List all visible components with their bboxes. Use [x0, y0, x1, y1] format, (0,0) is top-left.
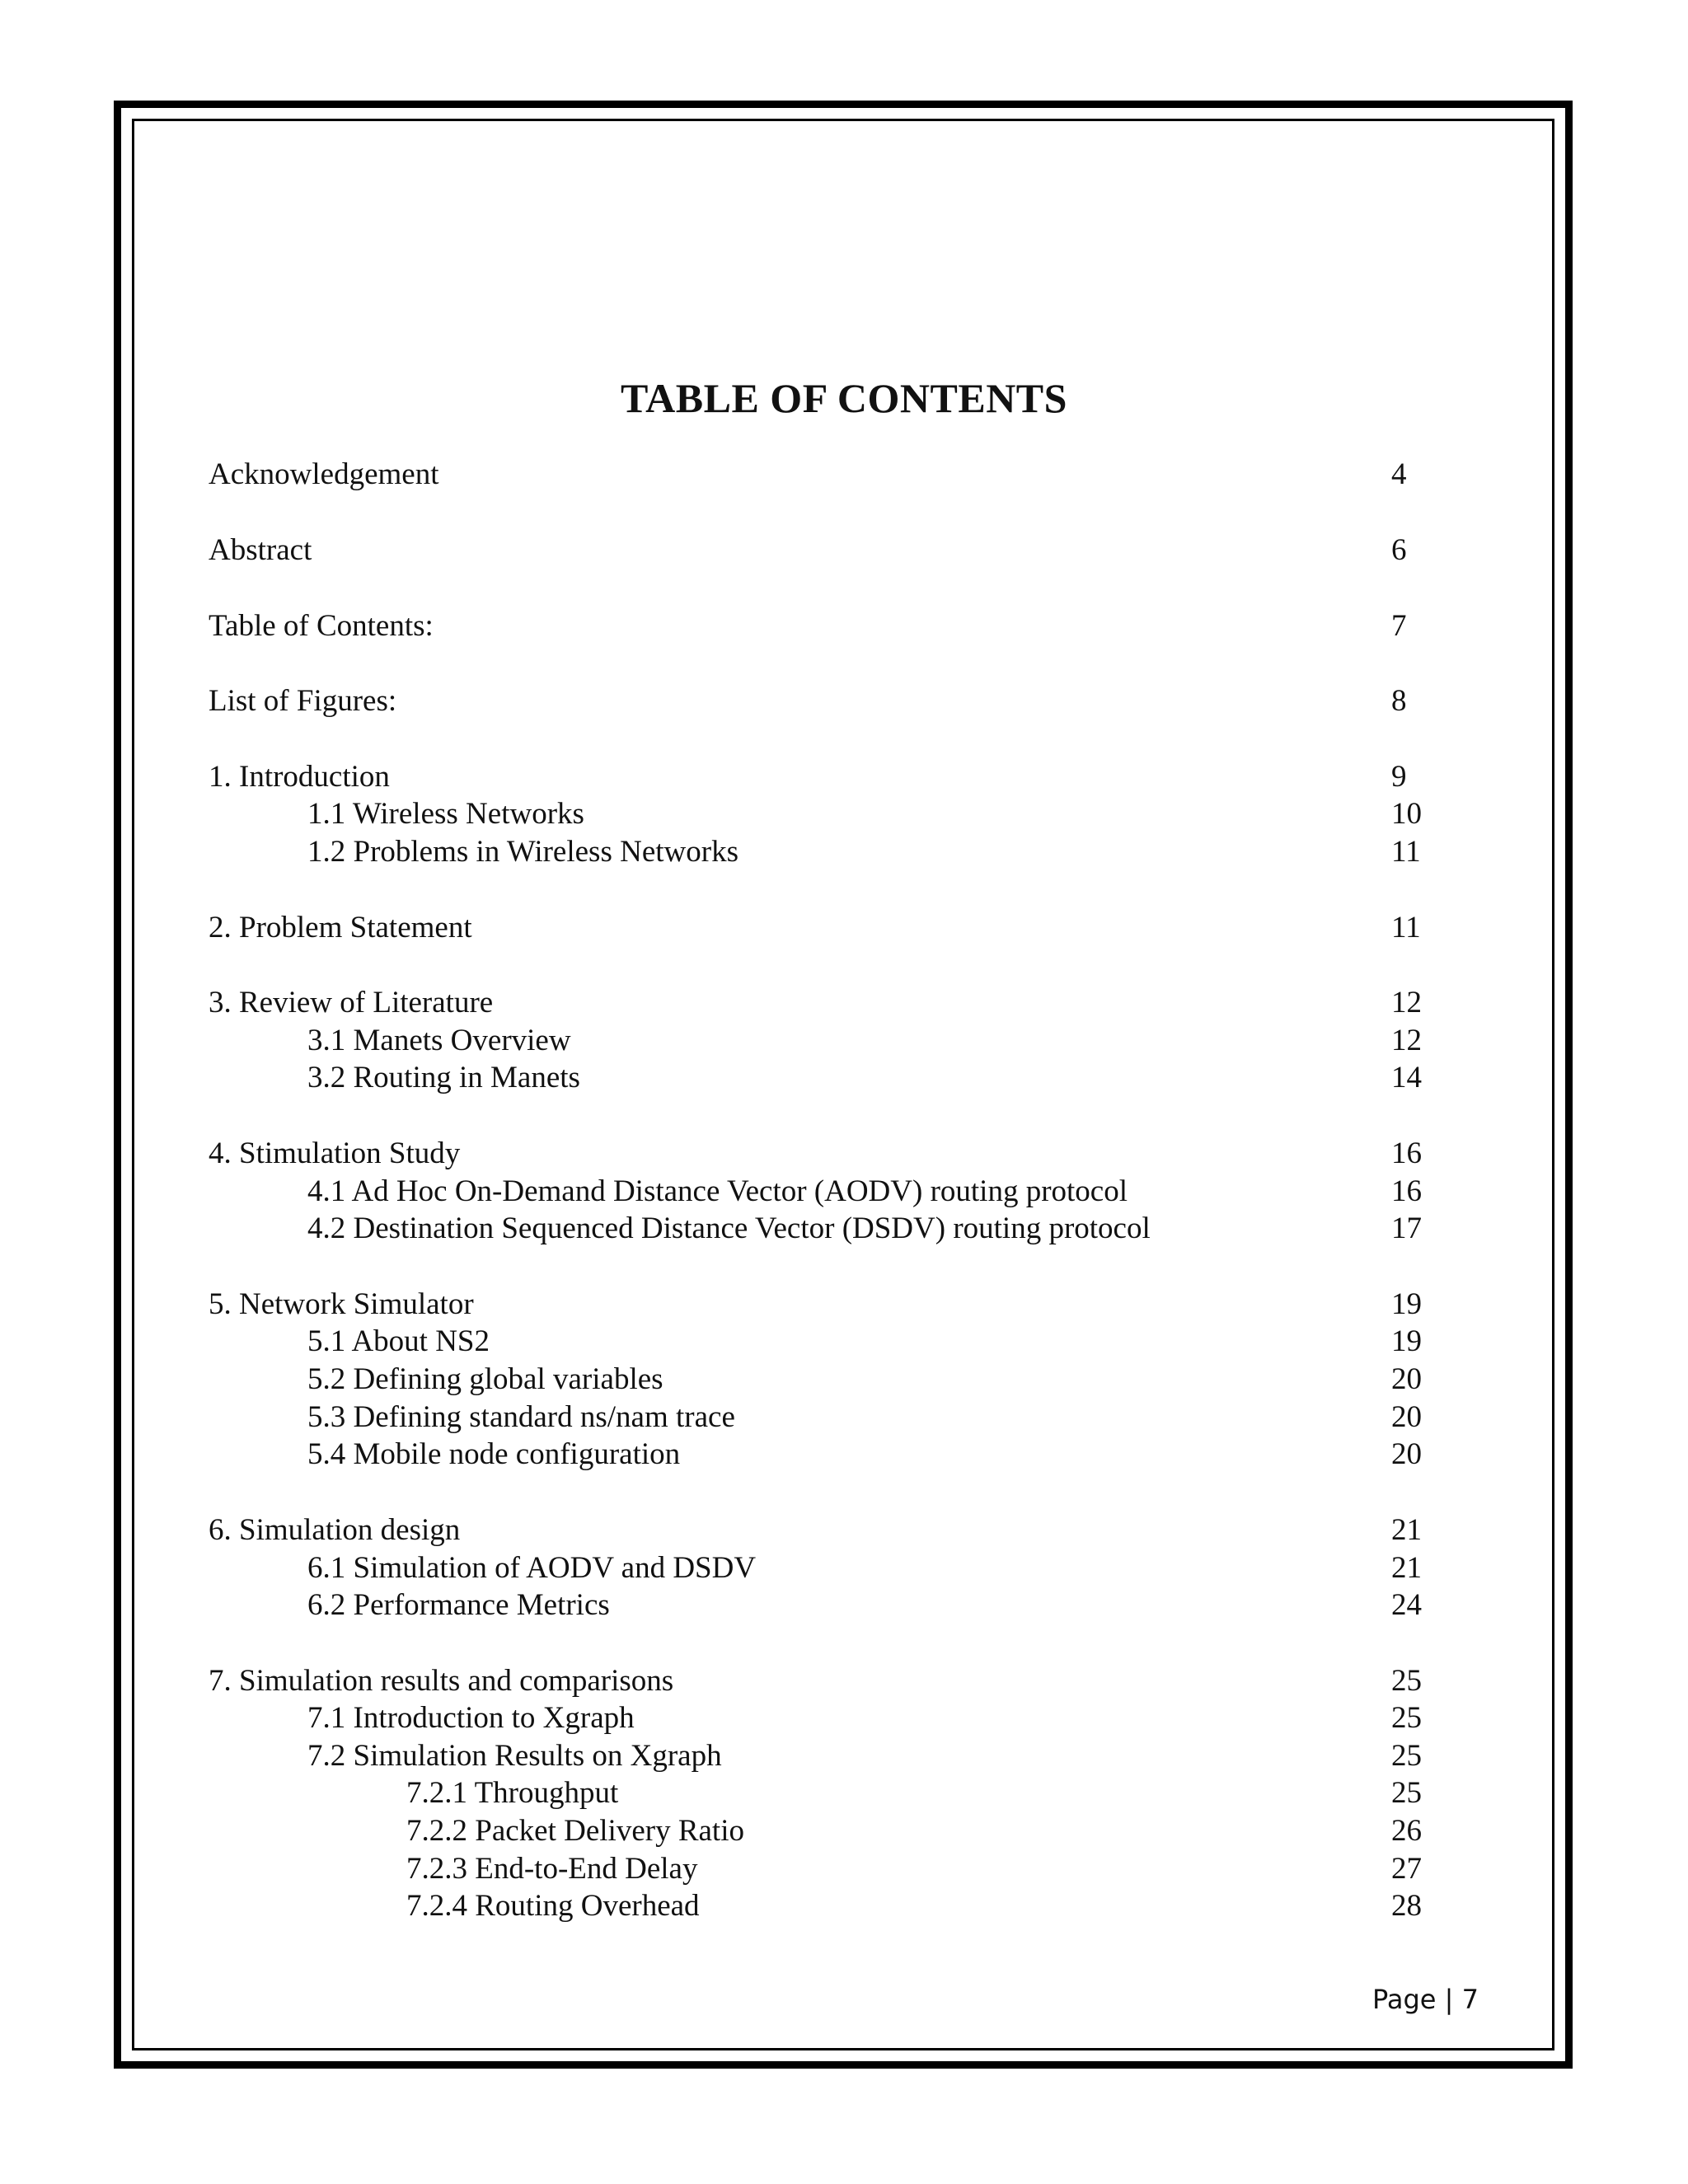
- toc-entry-page: 17: [1391, 1212, 1422, 1245]
- toc-entry-label: Table of Contents:: [209, 609, 434, 643]
- toc-entry-page: 7: [1391, 609, 1407, 643]
- toc-entry-label: 3. Review of Literature: [209, 986, 494, 1019]
- toc-entry-page: 25: [1391, 1776, 1422, 1810]
- toc-entry-page: 25: [1391, 1701, 1422, 1735]
- toc-entry-page: 25: [1391, 1739, 1422, 1773]
- toc-entry-page: 20: [1391, 1362, 1422, 1396]
- toc-entry-label: 7.2.2 Packet Delivery Ratio: [406, 1814, 744, 1848]
- toc-entry-page: 27: [1391, 1852, 1422, 1886]
- toc-entry-page: 9: [1391, 760, 1407, 794]
- toc-entry-label: 7.2 Simulation Results on Xgraph: [307, 1739, 722, 1773]
- toc-entry-page: 12: [1391, 986, 1422, 1019]
- toc-entry-page: 14: [1391, 1061, 1422, 1094]
- toc-entry-label: 6.1 Simulation of AODV and DSDV: [307, 1551, 757, 1585]
- toc-entry-label: 7.2.3 End-to-End Delay: [406, 1852, 698, 1886]
- toc-entry-page: 11: [1391, 835, 1421, 869]
- toc-entry-label: 3.2 Routing in Manets: [307, 1061, 580, 1094]
- toc-entry-page: 26: [1391, 1814, 1422, 1848]
- toc-entry-page: 12: [1391, 1024, 1422, 1057]
- toc-entry-label: Acknowledgement: [209, 457, 439, 491]
- toc-entry-label: 6. Simulation design: [209, 1513, 461, 1547]
- page-footer: Page | 7: [1372, 1984, 1479, 2015]
- toc-entry-label: 5.3 Defining standard ns/nam trace: [307, 1400, 735, 1434]
- toc-entry-page: 24: [1391, 1588, 1422, 1622]
- toc-entry-page: 20: [1391, 1400, 1422, 1434]
- toc-entry-label: 6.2 Performance Metrics: [307, 1588, 610, 1622]
- toc-entry-label: 7. Simulation results and comparisons: [209, 1664, 674, 1698]
- toc-entry-label: 4.2 Destination Sequenced Distance Vector (DSDV) routing protocol: [307, 1212, 1151, 1245]
- toc-entry-label: List of Figures:: [209, 684, 397, 718]
- toc-entry-label: 1.1 Wireless Networks: [307, 797, 584, 831]
- toc-entry-label: 5. Network Simulator: [209, 1287, 474, 1321]
- toc-entry-page: 21: [1391, 1551, 1422, 1585]
- toc-entry-label: 4.1 Ad Hoc On-Demand Distance Vector (AODV) routing protocol: [307, 1174, 1128, 1208]
- toc-entry-page: 19: [1391, 1287, 1422, 1321]
- toc-entry-label: 1.2 Problems in Wireless Networks: [307, 835, 738, 869]
- toc-entry-page: 28: [1391, 1889, 1422, 1923]
- toc-entry-page: 8: [1391, 684, 1407, 718]
- toc-entry-label: 7.2.1 Throughput: [406, 1776, 619, 1810]
- toc-entry-page: 6: [1391, 533, 1407, 567]
- toc-entry-label: 2. Problem Statement: [209, 911, 472, 944]
- toc-entry-page: 4: [1391, 457, 1407, 491]
- toc-entry-label: 1. Introduction: [209, 760, 390, 794]
- toc-entry-page: 20: [1391, 1437, 1422, 1471]
- toc-entry-label: 5.1 About NS2: [307, 1324, 490, 1358]
- toc-entry-page: 16: [1391, 1137, 1422, 1170]
- toc-entry-label: 7.1 Introduction to Xgraph: [307, 1701, 635, 1735]
- toc-entry-label: 4. Stimulation Study: [209, 1137, 461, 1170]
- toc-entry-page: 25: [1391, 1664, 1422, 1698]
- toc-entry-label: 3.1 Manets Overview: [307, 1024, 571, 1057]
- toc-entry-page: 21: [1391, 1513, 1422, 1547]
- toc-entry-page: 10: [1391, 797, 1422, 831]
- page-title: TABLE OF CONTENTS: [621, 375, 1067, 421]
- toc-entry-label: 7.2.4 Routing Overhead: [406, 1889, 700, 1923]
- toc-entry-label: 5.2 Defining global variables: [307, 1362, 663, 1396]
- toc-entry-page: 11: [1391, 911, 1421, 944]
- toc-entry-label: Abstract: [209, 533, 312, 567]
- toc-entry-label: 5.4 Mobile node configuration: [307, 1437, 681, 1471]
- toc-entry-page: 19: [1391, 1324, 1422, 1358]
- toc-entry-page: 16: [1391, 1174, 1422, 1208]
